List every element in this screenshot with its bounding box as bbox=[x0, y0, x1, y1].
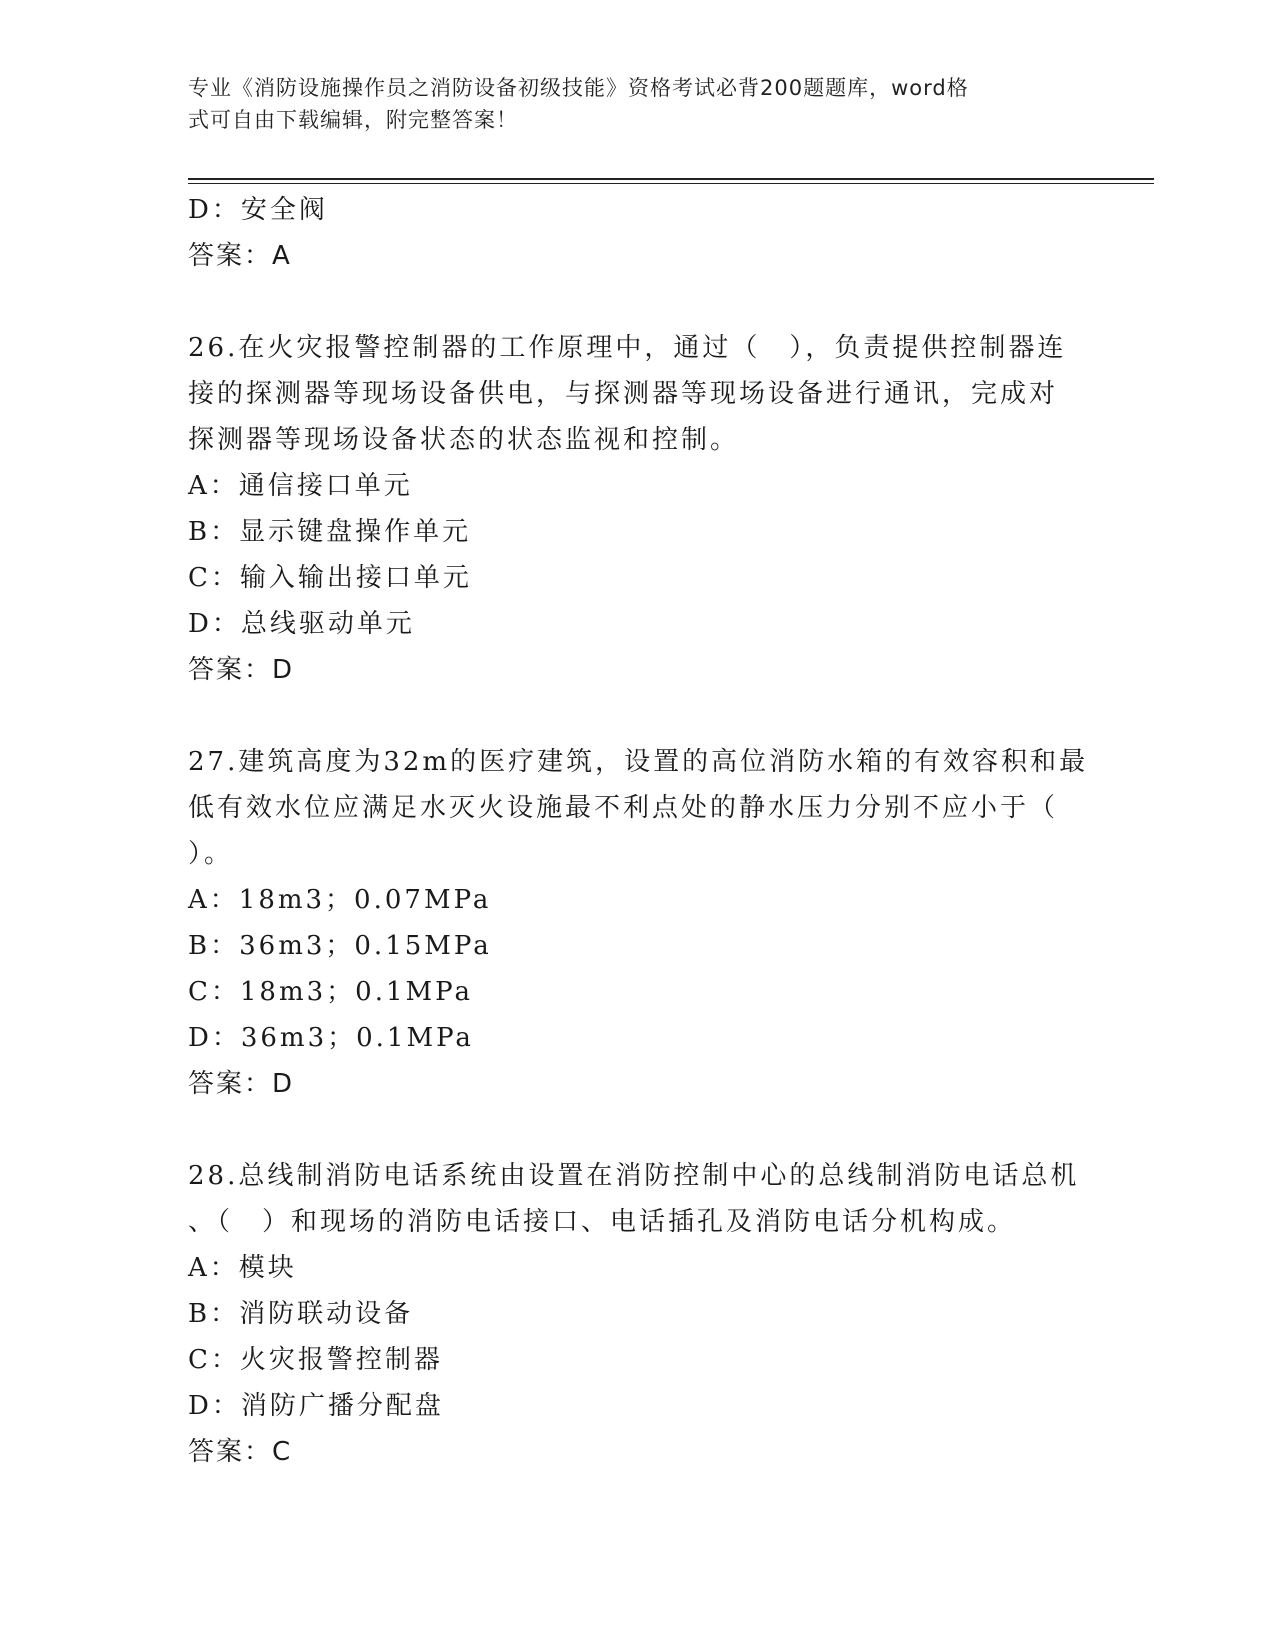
answer: 答案：A bbox=[188, 241, 292, 271]
question-text-line: 26.在火灾报警控制器的工作原理中，通过（ ），负责提供控制器连 bbox=[188, 333, 1067, 363]
option-d: D：总线驱动单元 bbox=[188, 609, 415, 639]
question-text-line: 、（ ）和现场的消防电话接口、电话插孔及消防电话分机构成。 bbox=[188, 1207, 1017, 1237]
option-d: D：36m3；0.1MPa bbox=[188, 1023, 474, 1053]
option-d: D：消防广播分配盘 bbox=[188, 1391, 444, 1421]
option-c: C：输入输出接口单元 bbox=[188, 563, 472, 593]
header-rule-thick bbox=[188, 178, 1154, 180]
document-header bbox=[188, 72, 1068, 136]
option-a: A：通信接口单元 bbox=[188, 471, 413, 501]
question-text-line: 27.建筑高度为32m的医疗建筑，设置的高位消防水箱的有效容积和最 bbox=[188, 747, 1089, 777]
previous-question-tail bbox=[188, 187, 1088, 279]
question-text-line: ）。 bbox=[188, 839, 234, 869]
option-a: A：18m3；0.07MPa bbox=[188, 885, 492, 915]
answer: 答案：C bbox=[188, 1437, 293, 1467]
answer: 答案：D bbox=[188, 1069, 295, 1099]
option-c: C：18m3；0.1MPa bbox=[188, 977, 473, 1007]
question-27 bbox=[188, 739, 1088, 1107]
option-b: B：显示键盘操作单元 bbox=[188, 517, 472, 547]
spacer bbox=[188, 1107, 1088, 1153]
option-b: B：消防联动设备 bbox=[188, 1299, 414, 1329]
option-d: D：安全阀 bbox=[188, 195, 328, 225]
option-a: A：模块 bbox=[188, 1253, 297, 1283]
question-text-line: 探测器等现场设备状态的状态监视和控制。 bbox=[188, 425, 740, 455]
question-text-line: 低有效水位应满足水灭火设施最不利点处的静水压力分别不应小于（ bbox=[188, 793, 1059, 823]
header-rule-thin bbox=[188, 183, 1154, 184]
option-b: B：36m3；0.15MPa bbox=[188, 931, 492, 961]
question-text-line: 28.总线制消防电话系统由设置在消防控制中心的总线制消防电话总机 bbox=[188, 1161, 1080, 1191]
header-line-2: 式可自由下载编辑，附完整答案！ bbox=[188, 108, 518, 132]
spacer bbox=[188, 693, 1088, 739]
option-c: C：火灾报警控制器 bbox=[188, 1345, 443, 1375]
header-line-1: 专业《消防设施操作员之消防设备初级技能》资格考试必背200题题库，word格 bbox=[188, 76, 969, 100]
question-28 bbox=[188, 1153, 1088, 1475]
answer: 答案：D bbox=[188, 655, 295, 685]
document-body bbox=[188, 187, 1088, 1475]
spacer bbox=[188, 279, 1088, 325]
question-text-line: 接的探测器等现场设备供电，与探测器等现场设备进行通讯，完成对 bbox=[188, 379, 1059, 409]
question-26 bbox=[188, 325, 1088, 693]
